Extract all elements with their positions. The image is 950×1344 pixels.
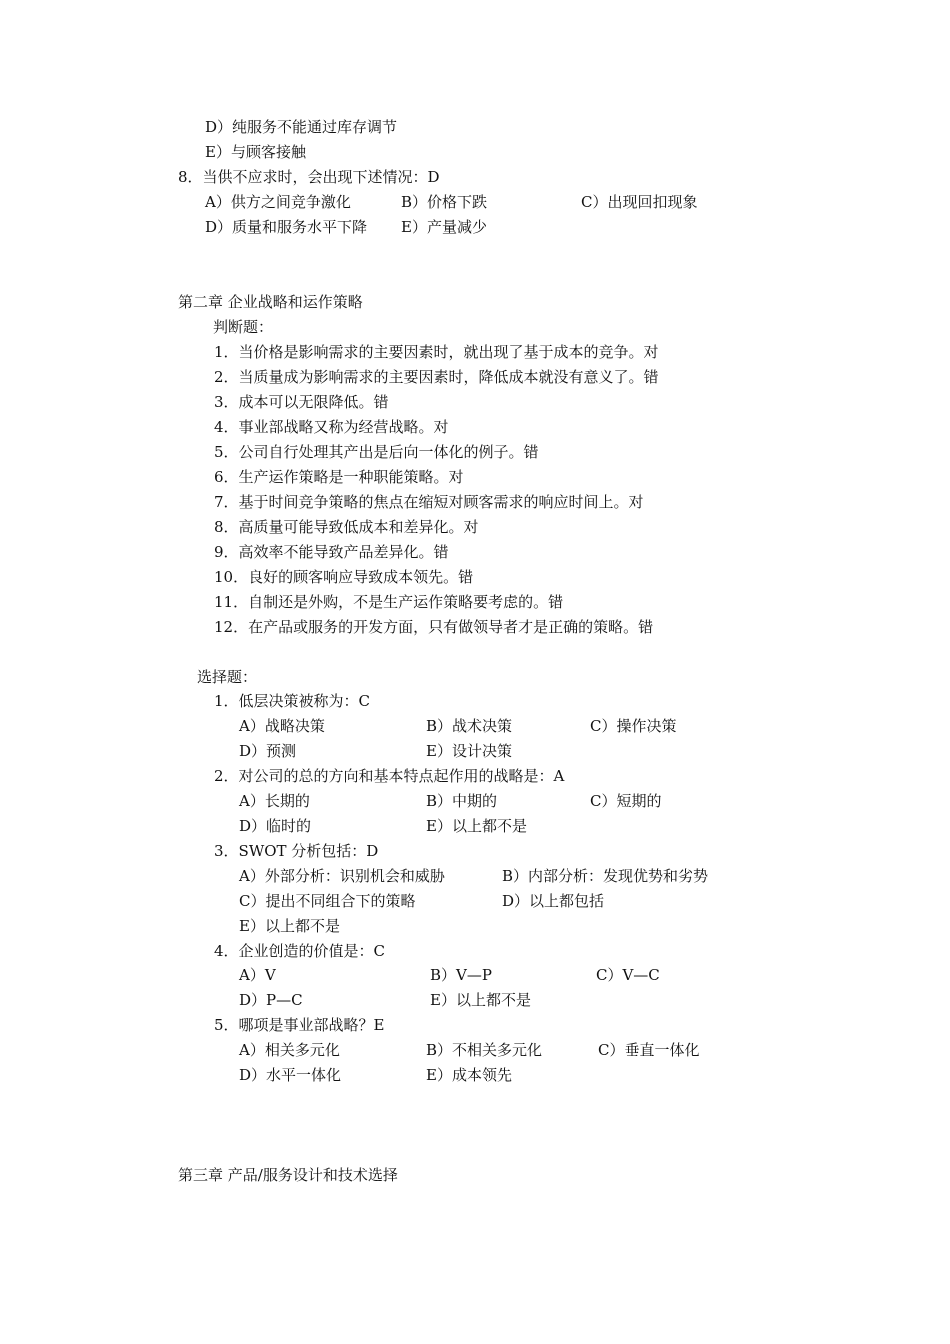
option: D）水平一体化 <box>239 1066 342 1084</box>
question-stem: 4．企业创造的价值是：C <box>214 942 386 960</box>
option: E）设计决策 <box>426 742 512 760</box>
chapter-title: 第二章 企业战略和运作策略 <box>178 293 363 311</box>
option: C）出现回扣现象 <box>581 193 698 211</box>
judge-item: 7．基于时间竞争策略的焦点在缩短对顾客需求的响应时间上。对 <box>214 493 644 511</box>
judge-item: 2．当质量成为影响需求的主要因素时，降低成本就没有意义了。错 <box>214 368 659 386</box>
option: B）战术决策 <box>426 717 513 735</box>
option: C）提出不同组合下的策略 <box>239 892 416 910</box>
option: A）供方之间竞争激化 <box>205 193 351 211</box>
judge-item: 10．良好的顾客响应导致成本领先。错 <box>214 568 474 586</box>
judge-item: 4．事业部战略又称为经营战略。对 <box>214 418 449 436</box>
option: C）V—C <box>596 966 660 984</box>
option: A）V <box>239 966 276 984</box>
option: E）以上都不是 <box>239 917 340 935</box>
judge-item: 5．公司自行处理其产出是后向一体化的例子。错 <box>214 443 539 461</box>
section-heading-judge: 判断题： <box>213 318 274 336</box>
judge-item: 1．当价格是影响需求的主要因素时，就出现了基于成本的竞争。对 <box>214 343 659 361</box>
question-stem: 5．哪项是事业部战略？E <box>214 1016 385 1034</box>
judge-item: 12．在产品或服务的开发方面，只有做领导者才是正确的策略。错 <box>214 618 654 636</box>
option: E）以上都不是 <box>426 817 527 835</box>
option: E）成本领先 <box>426 1066 512 1084</box>
option-line: E）与顾客接触 <box>205 143 306 161</box>
option: D）质量和服务水平下降 <box>205 218 368 236</box>
section-heading-choice: 选择题： <box>197 668 258 686</box>
option: D）临时的 <box>239 817 312 835</box>
option: D）预测 <box>239 742 297 760</box>
option: B）内部分析：发现优势和劣势 <box>502 867 709 885</box>
option: A）外部分析：识别机会和威胁 <box>239 867 445 885</box>
question-stem: 3．SWOT 分析包括：D <box>214 842 379 860</box>
chapter-title: 第三章 产品/服务设计和技术选择 <box>178 1166 398 1184</box>
option: B）不相关多元化 <box>426 1041 543 1059</box>
option: B）V—P <box>430 966 492 984</box>
judge-item: 6．生产运作策略是一种职能策略。对 <box>214 468 464 486</box>
judge-item: 9．高效率不能导致产品差异化。错 <box>214 543 449 561</box>
option: B）价格下跌 <box>401 193 488 211</box>
option: C）短期的 <box>590 792 662 810</box>
option: E）以上都不是 <box>430 991 531 1009</box>
judge-item: 3．成本可以无限降低。错 <box>214 393 389 411</box>
judge-item: 8．高质量可能导致低成本和差异化。对 <box>214 518 479 536</box>
option-line: D）纯服务不能通过库存调节 <box>205 118 398 136</box>
option: A）战略决策 <box>239 717 325 735</box>
option: A）长期的 <box>239 792 310 810</box>
option: D）以上都包括 <box>502 892 605 910</box>
option: E）产量减少 <box>401 218 487 236</box>
question-stem: 8．当供不应求时，会出现下述情况：D <box>178 168 440 186</box>
question-stem: 2．对公司的总的方向和基本特点起作用的战略是：A <box>214 767 565 785</box>
option: C）操作决策 <box>590 717 677 735</box>
option: D）P—C <box>239 991 303 1009</box>
option: C）垂直一体化 <box>598 1041 700 1059</box>
judge-item: 11．自制还是外购，不是生产运作策略要考虑的。错 <box>214 593 564 611</box>
option: A）相关多元化 <box>239 1041 340 1059</box>
question-stem: 1．低层决策被称为：C <box>214 692 371 710</box>
option: B）中期的 <box>426 792 498 810</box>
